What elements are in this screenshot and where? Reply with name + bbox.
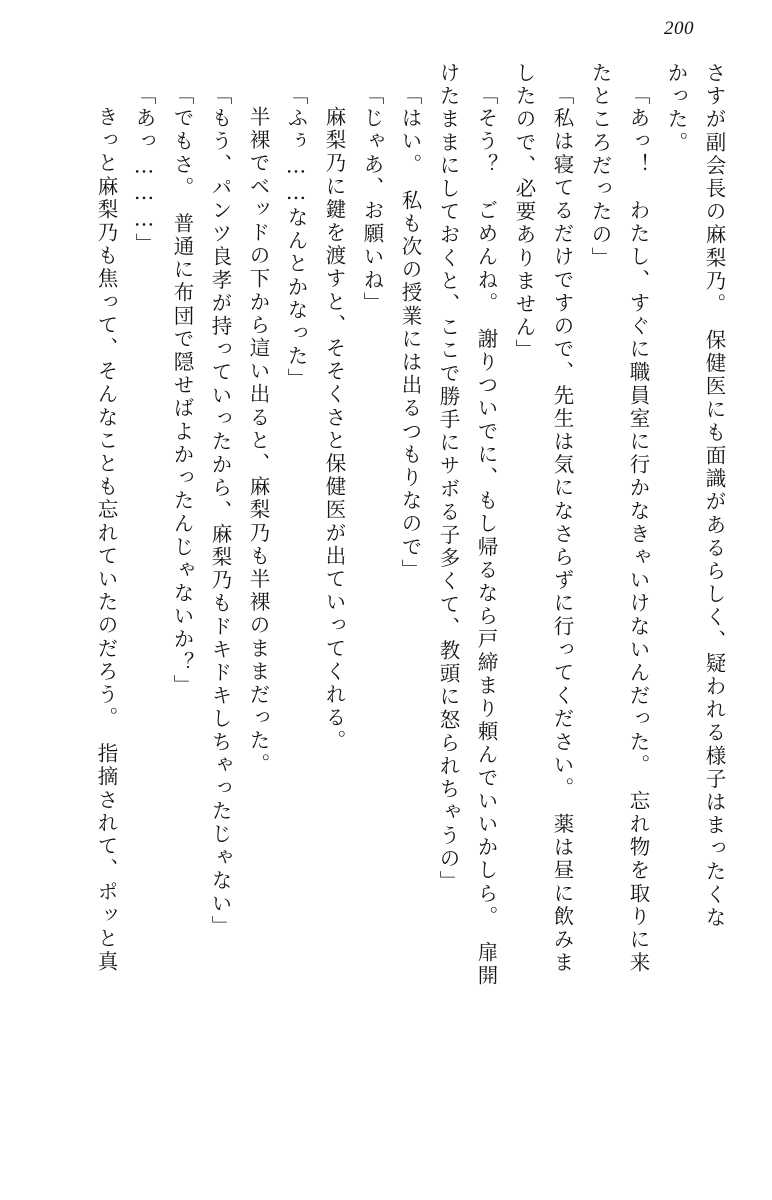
text-line: 「あっ！ わたし、すぐに職員室に行かなきゃいけないんだった。 忘れ物を取りに来 (626, 84, 650, 975)
text-line: 「でもさ。 普通に布団で隠せばよかったんじゃないか？」 (170, 84, 194, 698)
page-number: 200 (664, 18, 694, 39)
text-line: 「あっ………」 (132, 84, 156, 257)
text-line: 「私は寝てるだけですので、先生は気になさらずに行ってください。 薬は昼に飲みま (550, 84, 574, 975)
text-line: 麻梨乃に鍵を渡すと、そそくさと保健医が出ていってくれる。 (322, 106, 346, 753)
text-line: 「じゃあ、お願いね」 (360, 84, 384, 315)
text-line: きっと麻梨乃も焦って、そんなことも忘れていたのだろう。 指摘されて、ポッと真 (94, 106, 118, 974)
text-line: さすが副会長の麻梨乃。 保健医にも面識があるらしく、疑われる様子はまったくな (702, 62, 726, 930)
text-line: 「そう？ ごめんね。 謝りついでに、もし帰るなら戸締まり頼んでいいかしら。 扉開 (474, 84, 498, 988)
text-line: かった。 (664, 62, 688, 155)
text-line: 「もう、パンツ良孝が持っていったから、麻梨乃もドキドキしちゃったじゃない」 (208, 84, 232, 939)
text-line: 「はい。 私も次の授業には出るつもりなので」 (398, 84, 422, 582)
text-line: たところだったの」 (588, 62, 612, 270)
text-line: 「ふぅ……なんとかなった」 (284, 84, 308, 392)
text-line: 半裸でベッドの下から這い出ると、麻梨乃も半裸のままだった。 (246, 106, 270, 776)
vertical-text-block (52, 62, 724, 1162)
text-line: したので、必要ありません」 (512, 62, 536, 363)
text-line: けたままにしておくと、ここで勝手にサボる子多くて、教頭に怒られちゃうの」 (436, 62, 460, 894)
